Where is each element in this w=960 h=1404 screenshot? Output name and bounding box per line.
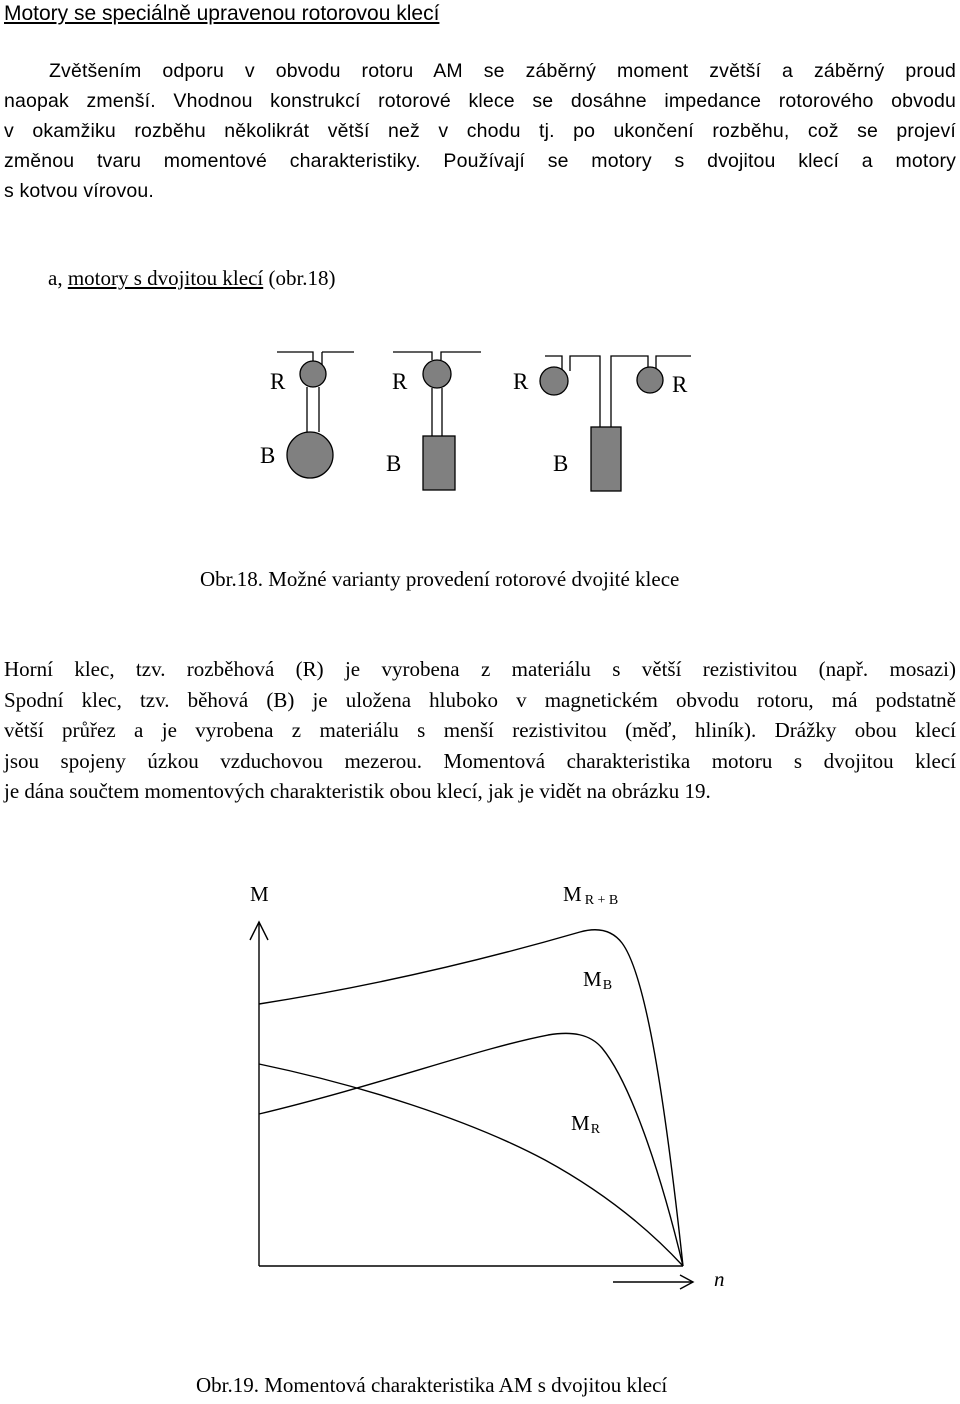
upper-bar-circle xyxy=(423,360,451,388)
lower-bar-rect xyxy=(423,436,455,490)
upper-bar-circle xyxy=(540,367,568,395)
section-heading: Motory se speciálně upravenou rotorovou klecí xyxy=(4,2,440,25)
slot-opening xyxy=(393,352,432,360)
curve-m-r xyxy=(259,1064,683,1266)
label-b: B xyxy=(386,451,402,476)
label-r: R xyxy=(392,369,408,394)
label-r: R xyxy=(672,372,688,397)
curve-label-r: MR xyxy=(571,1111,601,1137)
upper-bar-circle xyxy=(300,361,326,387)
body-line: je dána součtem momentových charakteristik obou klecí, jak je vidět na obrázku 19. xyxy=(4,779,711,803)
slot-opening xyxy=(441,352,481,360)
y-axis-label: M xyxy=(250,882,269,906)
body-line: Horní klec, tzv. rozběhová (R) je vyrobena z materiálu s větší rezistivitou (např. mosazi) xyxy=(4,657,956,681)
intro-line: v okamžiku rozběhu několikrát větší než v chodu tj. po ukončení rozběhu, což se projeví xyxy=(4,120,956,142)
figure-18-caption: Obr.18. Možné varianty provedení rotorové dvojité klece xyxy=(200,567,680,591)
subheading-prefix: a, xyxy=(48,266,68,290)
slot-opening xyxy=(656,356,691,369)
lower-bar-rect xyxy=(591,427,621,491)
figure-19-caption: Obr.19. Momentová charakteristika AM s dvojitou klecí xyxy=(196,1373,668,1397)
subheading-link: motory s dvojitou klecí xyxy=(67,266,264,290)
body-paragraph xyxy=(4,654,956,807)
label-b: B xyxy=(553,451,569,476)
subheading xyxy=(48,266,336,291)
curve-label-sum: M R + B xyxy=(563,882,619,908)
label-b: B xyxy=(260,443,276,468)
figure-18-diagram xyxy=(0,330,960,560)
intro-line: s kotvou vírovou. xyxy=(4,180,154,202)
body-line: Spodní klec, tzv. běhová (B) je uložena hluboko v magnetickém obvodu rotoru, má podstatně xyxy=(4,687,956,712)
intro-paragraph xyxy=(4,56,956,206)
intro-line: naopak zmenší. Vhodnou konstrukcí rotorové klece se dosáhne impedance rotorového obvodu xyxy=(4,90,956,112)
slot-opening xyxy=(611,356,648,427)
intro-line: změnou tvaru momentové charakteristiky. Používají se motory s dvojitou klecí a motory xyxy=(4,150,956,172)
x-axis-label: n xyxy=(714,1267,725,1291)
slot-opening xyxy=(570,356,600,427)
curve-m-b xyxy=(259,1033,683,1266)
lower-bar-circle xyxy=(287,432,333,478)
body-line: větší průřez a je vyrobena z materiálu s menší rezistivitou (měď, hliník). Drážky obou klecí xyxy=(4,718,956,742)
body-line: jsou spojeny úzkou vzduchovou mezerou. Momentová charakteristika motoru s dvojitou klecí xyxy=(4,748,956,773)
subheading-suffix: (obr.18) xyxy=(263,266,336,290)
label-r: R xyxy=(270,369,286,394)
cage-variant-1 xyxy=(277,352,354,478)
figure-19-chart xyxy=(0,860,960,1360)
intro-line: Zvětšením odporu v obvodu rotoru AM se záběrný moment zvětší a záběrný proud xyxy=(49,60,956,82)
curve-label-b: MB xyxy=(583,967,613,993)
upper-bar-circle xyxy=(637,367,663,393)
label-r: R xyxy=(513,369,529,394)
